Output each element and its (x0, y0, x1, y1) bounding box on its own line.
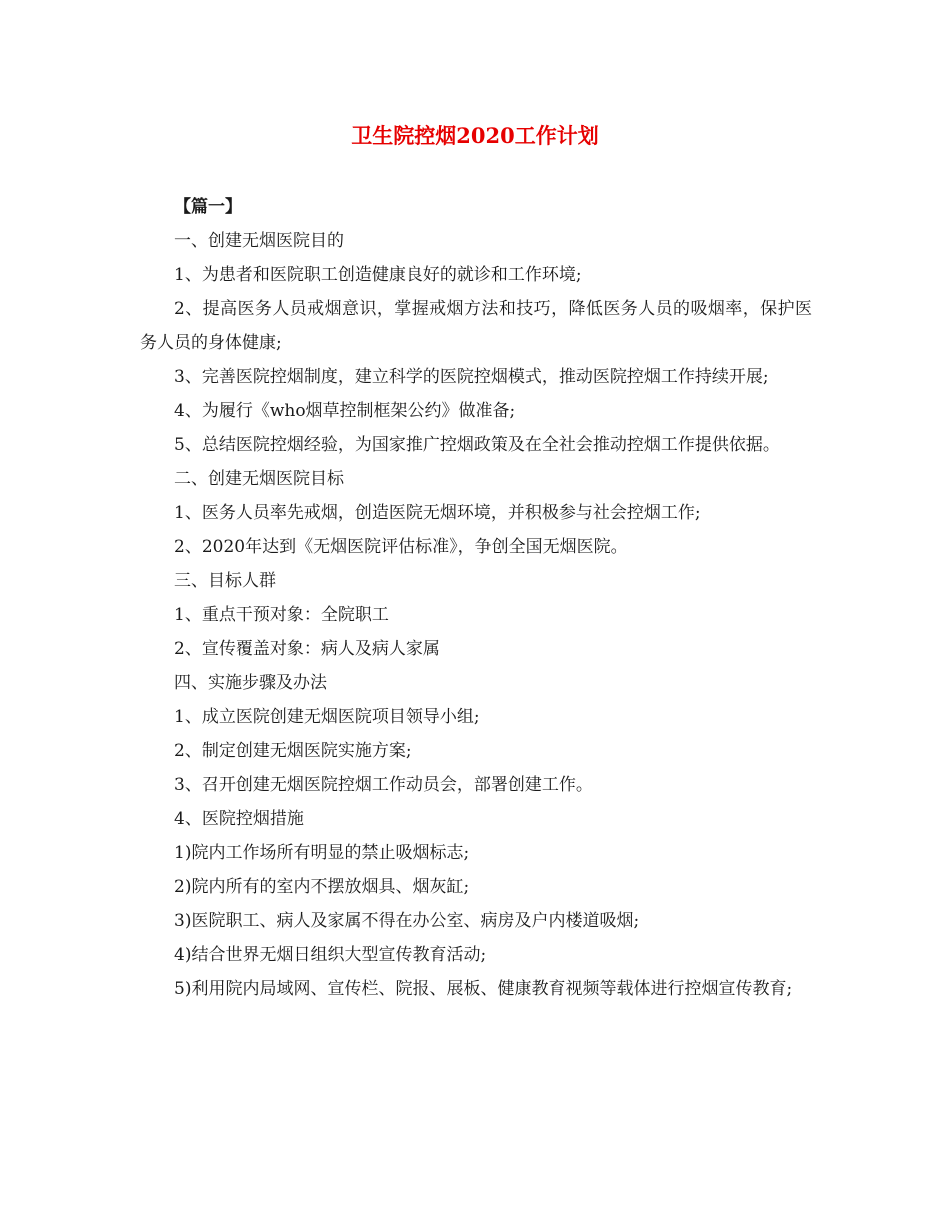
paragraph: 2、2020年达到《无烟医院评估标准》，争创全国无烟医院。 (174, 537, 628, 557)
paragraph: 4、医院控烟措施 (174, 809, 304, 829)
paragraph: 2、宣传覆盖对象：病人及病人家属 (174, 639, 440, 659)
list-item: 1)院内工作场所有明显的禁止吸烟标志; (174, 843, 470, 863)
paragraph: 3、召开创建无烟医院控烟工作动员会，部署创建工作。 (174, 775, 593, 795)
paragraph: 1、医务人员率先戒烟，创造医院无烟环境，并积极参与社会控烟工作; (174, 503, 701, 523)
list-item: 3)医院职工、病人及家属不得在办公室、病房及户内楼道吸烟; (174, 911, 640, 931)
paragraph: 2、制定创建无烟医院实施方案; (174, 741, 412, 761)
list-item: 5)利用院内局域网、宣传栏、院报、展板、健康教育视频等载体进行控烟宣传教育; (174, 979, 793, 999)
list-item: 4)结合世界无烟日组织大型宣传教育活动; (174, 945, 487, 965)
section-heading: 一、创建无烟医院目的 (174, 231, 344, 251)
paragraph: 1、成立医院创建无烟医院项目领导小组; (174, 707, 480, 727)
paragraph: 5、总结医院控烟经验，为国家推广控烟政策及在全社会推动控烟工作提供依据。 (174, 435, 780, 455)
section-label: 【篇一】 (174, 197, 242, 217)
paragraph: 4、为履行《who烟草控制框架公约》做准备; (174, 401, 516, 421)
section-heading: 四、实施步骤及办法 (174, 673, 327, 693)
paragraph: 2、提高医务人员戒烟意识，掌握戒烟方法和技巧，降低医务人员的吸烟率，保护医务人员的身体健康; (140, 299, 812, 353)
section-heading: 三、目标人群 (174, 571, 276, 591)
document-title: 卫生院控烟2020工作计划 (351, 123, 599, 148)
paragraph: 1、重点干预对象：全院职工 (174, 605, 389, 625)
paragraph: 1、为患者和医院职工创造健康良好的就诊和工作环境; (174, 265, 582, 285)
list-item: 2)院内所有的室内不摆放烟具、烟灰缸; (174, 877, 470, 897)
paragraph: 3、完善医院控烟制度，建立科学的医院控烟模式，推动医院控烟工作持续开展; (174, 367, 769, 387)
section-heading: 二、创建无烟医院目标 (174, 469, 344, 489)
document-body (140, 190, 812, 1006)
